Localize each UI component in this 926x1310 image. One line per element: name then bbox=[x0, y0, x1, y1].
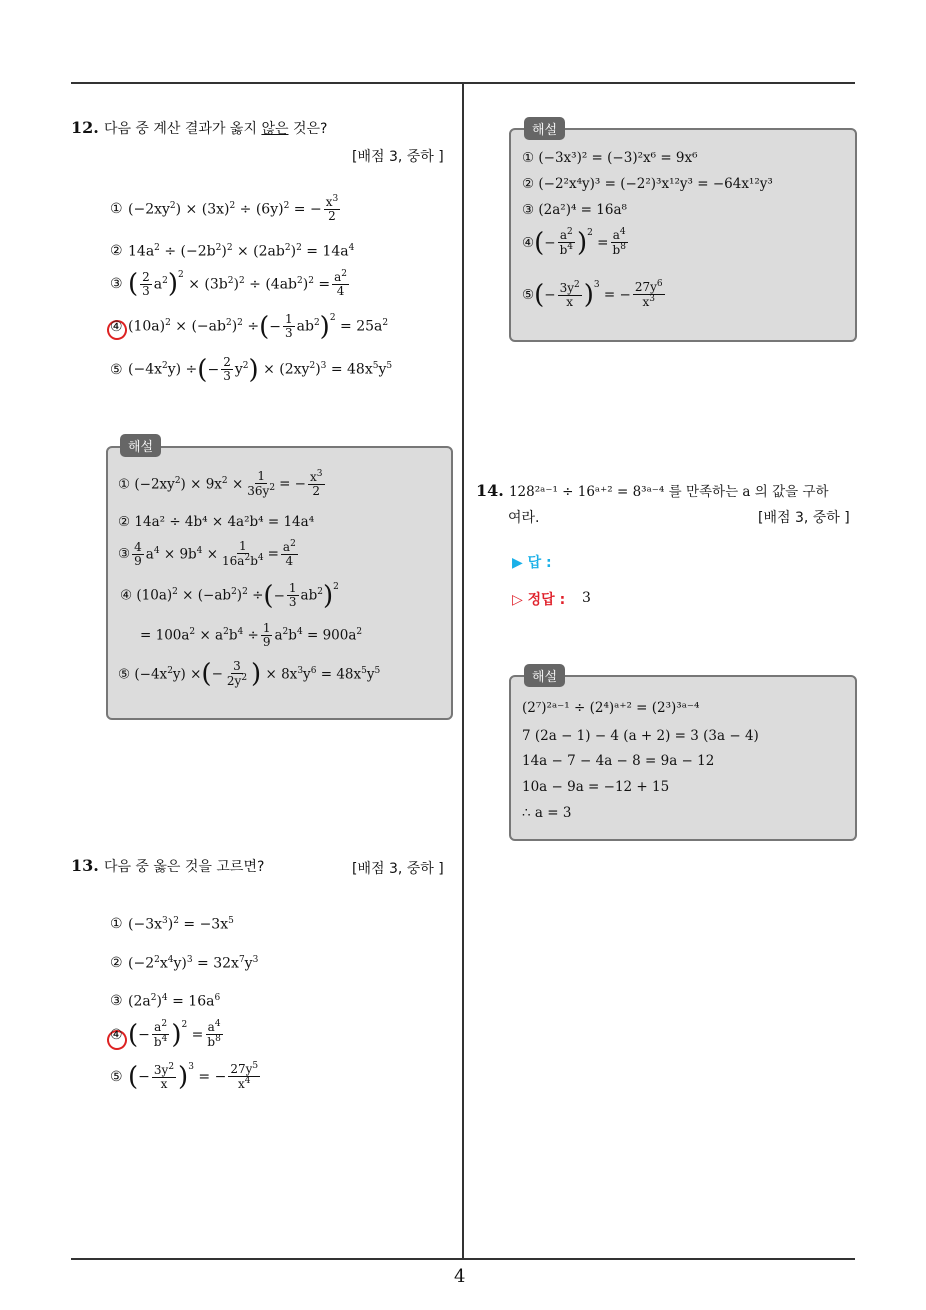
question-14 bbox=[476, 480, 860, 500]
q12-option-3[interactable]: ③ ( $\frac{2}{3}$ $a^2$ ) $^2$ × $(3b^2)^2 \div (4ab^2)^2$ = $\frac{a^2}{4}$ bbox=[110, 269, 348, 300]
q13-option-1[interactable]: ① $(-3x^3)^2 = -3x^5$ bbox=[110, 916, 234, 933]
question-12 bbox=[71, 118, 327, 138]
q13-solution-line-2: ② (−2²x⁴y)³ = (−2²)³x¹²y³ = −64x¹²y³ bbox=[522, 176, 773, 192]
q12-option-1[interactable]: ① $(-2xy^2) \times (3x)^2 \div (6y)^2$ = − $\frac{x^3}{2}$ bbox=[110, 194, 339, 224]
q14-solution-line-3: 14a − 7 − 4a − 8 = 9a − 12 bbox=[522, 753, 715, 769]
correct-answer-label: ▷ 정답 : bbox=[512, 592, 566, 608]
q13-option-3[interactable]: ③ $(2a^2)^4 = 16a^6$ bbox=[110, 993, 221, 1010]
question-text: 다음 중 옳은 것을 고르면? bbox=[103, 859, 265, 875]
question-text-line-1: 128²ᵃ⁻¹ ÷ 16ᵃ⁺² = 8³ᵃ⁻⁴ 를 만족하는 a 의 값을 구하 bbox=[508, 484, 829, 500]
q14-solution-line-4: 10a − 9a = −12 + 15 bbox=[522, 779, 670, 795]
question-meta: [배점 3, 중하 ] bbox=[352, 861, 444, 877]
q14-solution-line-1: (2⁷)²ᵃ⁻¹ ÷ (2⁴)ᵃ⁺² = (2³)³ᵃ⁻⁴ bbox=[522, 700, 700, 716]
column-divider bbox=[462, 83, 464, 1260]
question-number: 12. bbox=[71, 118, 99, 137]
q12-option-4[interactable]: ④ $(10a)^2 \times (-ab^2)^2$ ÷ ( − $\frac{1}{3}$ $ab^2$ ) $^2$ = $25a^2$ bbox=[110, 311, 389, 342]
solution-label: 해설 bbox=[524, 664, 565, 687]
q12-solution-line-2: ② 14a² ÷ 4b⁴ × 4a²b⁴ = 14a⁴ bbox=[118, 514, 315, 530]
q12-solution-line-5: = $100a^2 \times a^2b^4$ ÷ $\frac{1}{9}$ $a^2b^4 = 900a^2$ bbox=[140, 621, 363, 650]
question-meta: [배점 3, 중하 ] bbox=[758, 510, 850, 526]
solution-label: 해설 bbox=[120, 434, 161, 457]
answer-label: ▶ 답 : bbox=[512, 555, 552, 571]
page-number: 4 bbox=[454, 1266, 466, 1287]
correct-answer-value: 3 bbox=[582, 590, 591, 606]
q13-option-5[interactable]: ⑤ ( − $\frac{3y^2}{x}$ ) $^3$ = − $\frac{27y^5}{x^4}$ bbox=[110, 1061, 259, 1092]
q13-solution-line-1: ① (−3x³)² = (−3)²x⁶ = 9x⁶ bbox=[522, 150, 698, 166]
q14-solution-line-5: ∴ a = 3 bbox=[522, 805, 572, 821]
q12-solution-line-4: ④ $(10a)^2 \times (-ab^2)^2$ ÷ ( − $\frac{1}{3}$ $ab^2$ ) $^2$ bbox=[120, 580, 339, 611]
q13-option-4[interactable]: ④ ( − $\frac{a^2}{b^4}$ ) $^2$ = $\frac{a^4}{b^8}$ bbox=[110, 1019, 221, 1050]
question-text-line-2: 여라. bbox=[508, 510, 540, 526]
question-text: 다음 중 계산 결과가 옳지 않은 것은? bbox=[103, 121, 328, 137]
q12-solution-line-1: ① $(-2xy^2) \times 9x^2$ × $\frac{1}{36y^2}$ = − $\frac{x^3}{2}$ bbox=[118, 469, 323, 499]
q12-option-2[interactable]: ② $14a^2 \div (-2b^2)^2 \times (2ab^2)^2 = 14a^4$ bbox=[110, 243, 355, 260]
q13-solution-line-5: ⑤ ( − $\frac{3y^2}{x}$ ) $^3$ = − $\frac{27y^6}{x^3}$ bbox=[522, 279, 663, 310]
q12-solution-line-3: ③ $\frac{4}{9}$ $a^4 \times 9b^4$ × $\frac{1}{16a^2b^4}$ = $\frac{a^2}{4}$ bbox=[118, 539, 296, 569]
question-meta: [배점 3, 중하 ] bbox=[352, 149, 444, 165]
q14-solution-line-2: 7 (2a − 1) − 4 (a + 2) = 3 (3a − 4) bbox=[522, 728, 759, 744]
q13-solution-line-3: ③ (2a²)⁴ = 16a⁸ bbox=[522, 202, 627, 218]
question-number: 14. bbox=[476, 481, 504, 500]
q12-option-5[interactable]: ⑤ $(-4x^2y)$ ÷ ( − $\frac{2}{3}$ $y^2$ ) × $(2xy^2)^3 = 48x^5y^5$ bbox=[110, 354, 393, 385]
solution-label: 해설 bbox=[524, 117, 565, 140]
question-13 bbox=[71, 856, 264, 876]
question-number: 13. bbox=[71, 856, 99, 875]
q12-solution-line-6: ⑤ $(-4x^2y)$ × ( − $\frac{3}{2y^2}$ ) × $8x^3y^6 = 48x^5y^5$ bbox=[118, 659, 381, 690]
q13-solution-line-4: ④ ( − $\frac{a^2}{b^4}$ ) $^2$ = $\frac{a^4}{b^8}$ bbox=[522, 227, 626, 258]
q13-option-2[interactable]: ② $(-2^2x^4y)^3 = 32x^7y^3$ bbox=[110, 955, 259, 972]
